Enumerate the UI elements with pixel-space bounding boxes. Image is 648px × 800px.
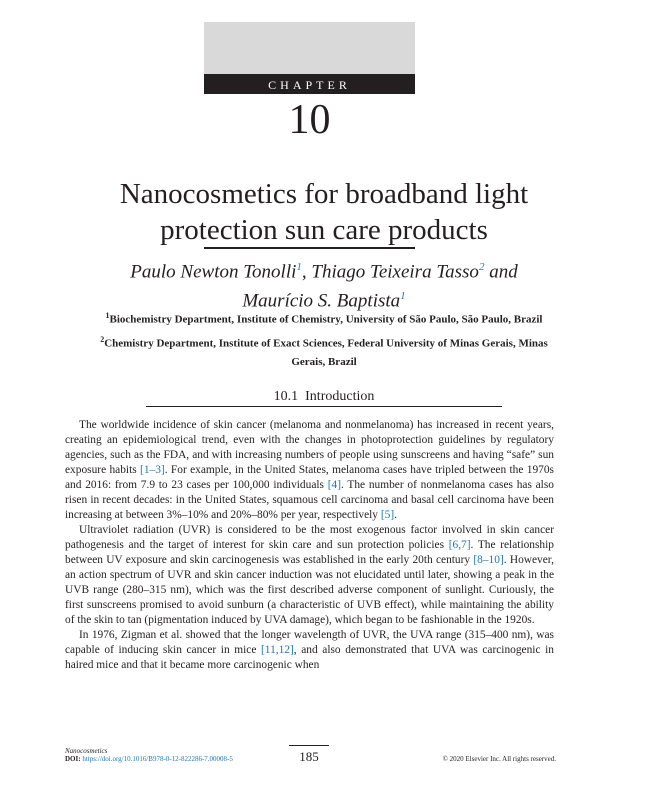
affiliation-number: 1 [105, 311, 110, 320]
paragraph-text: , and also demonstrated that UVA was carcinogenic in haired mice and that it became more carcinogenic when [65, 644, 554, 671]
affiliation-list [60, 306, 588, 372]
paragraph-text: . For example, in the United States, melanoma cases have tripled between the 1970s and 2016: from 7.9 to 23 cases per 100,000 individuals [65, 464, 554, 491]
doi-link[interactable]: https://doi.org/10.1016/B978-0-12-822286-7.00008-5 [82, 755, 233, 763]
paragraph [65, 418, 554, 523]
doi-label: DOI: [65, 755, 81, 763]
footer-book-title: Nanocosmetics [65, 747, 108, 755]
section-divider [146, 406, 502, 407]
section-number: 10.1 [273, 389, 299, 404]
citation-link[interactable]: [1–3] [140, 464, 165, 476]
section-title: Introduction [305, 389, 375, 404]
paragraph-text: . The relationship between UV exposure and skin carcinogenesis was established in the early 20th century [65, 539, 554, 566]
author-affiliation-link[interactable]: 1 [400, 290, 406, 303]
author-affiliation-link[interactable]: 1 [296, 261, 302, 273]
author-name: Maurício S. Baptista [242, 290, 401, 312]
author-name: Paulo Newton Tonolli [130, 261, 297, 283]
copyright-notice: © 2020 Elsevier Inc. All rights reserved. [442, 755, 556, 763]
author-conjunction: and [489, 261, 518, 283]
citation-link[interactable]: [11,12] [261, 644, 294, 656]
paragraph [65, 523, 554, 628]
citation-link[interactable]: [4] [327, 479, 342, 491]
affiliation-text: Biochemistry Department, Institute of Chemistry, University of São Paulo, São Paulo, Brazil [109, 313, 543, 326]
page-number-divider [289, 745, 329, 746]
affiliation-item [60, 306, 588, 330]
chapter-label: CHAPTER [204, 74, 415, 94]
paragraph-text: . [394, 509, 397, 521]
affiliation-item-continued: Gerais, Brazil [291, 356, 357, 369]
paragraph-text: The worldwide incidence of skin cancer (melanoma and nonmelanoma) has increased in recent years, creating an epidemiological trend, even with the changes in photoprotection guidelines by regulatory agencies, such as the FDA, and with increasing numbers of people using sunscreens and having “safe” sun exposure habits [65, 419, 554, 476]
chapter-title-line-2: protection sun care products [160, 214, 488, 246]
author-name: Thiago Teixeira Tasso [311, 261, 479, 283]
chapter-title [40, 176, 608, 248]
paragraph-text: . The number of nonmelanoma cases has also risen in recent decades: in the United States, squamous cell carcinoma and basal cell carcinoma have been increasing at between 3%–10% and 20%–80% per year, respectively [65, 479, 554, 521]
author-list: Paulo Newton Tonolli$^1$, Thiago Teixeira Tasso$^2$ and Maurício S. Baptista$^1$ [130, 261, 518, 312]
title-divider [204, 247, 415, 249]
chapter-title-line-1: Nanocosmetics for broadband light [119, 178, 529, 210]
body-text [65, 418, 554, 673]
affiliation-text: Chemistry Department, Institute of Exact Sciences, Federal University of Minas Gerais, Minas [104, 337, 548, 350]
paragraph-text: . However, an action spectrum of UVR and skin cancer induction was not elucidated until later, showing a peak in the UVB range (280–315 nm), which was the first described adverse component of sunlight. Curiously, the first sunscreens promised to avoid sunburn (a characteristic of UVB effect), while maintaining the ability of the skin to tan (pigmentation induced by UVA damage), which began to be fashionable in the 1920s. [65, 554, 554, 626]
citation-link[interactable]: [6,7] [448, 539, 471, 551]
affiliation-number: 2 [100, 334, 105, 344]
citation-link[interactable]: [8–10] [473, 554, 504, 566]
paragraph-text: In 1976, Zigman et al. showed that the longer wavelength of UVR, the UVA range (315–400 nm), was capable of inducing skin cancer in mice [65, 629, 554, 656]
section-heading [146, 388, 502, 406]
paragraph-text: Ultraviolet radiation (UVR) is considered to be the most exogenous factor involved in skin cancer pathogenesis and the target of interest for skin care and sun protection policies [65, 524, 554, 551]
chapter-number: 10 [288, 97, 331, 143]
paragraph [65, 628, 554, 673]
page-number: 185 [299, 749, 319, 764]
affiliation-item [60, 330, 588, 354]
author-affiliation-link[interactable]: 2 [478, 261, 485, 273]
citation-link[interactable]: [5] [380, 509, 395, 521]
footer-doi [65, 755, 233, 763]
